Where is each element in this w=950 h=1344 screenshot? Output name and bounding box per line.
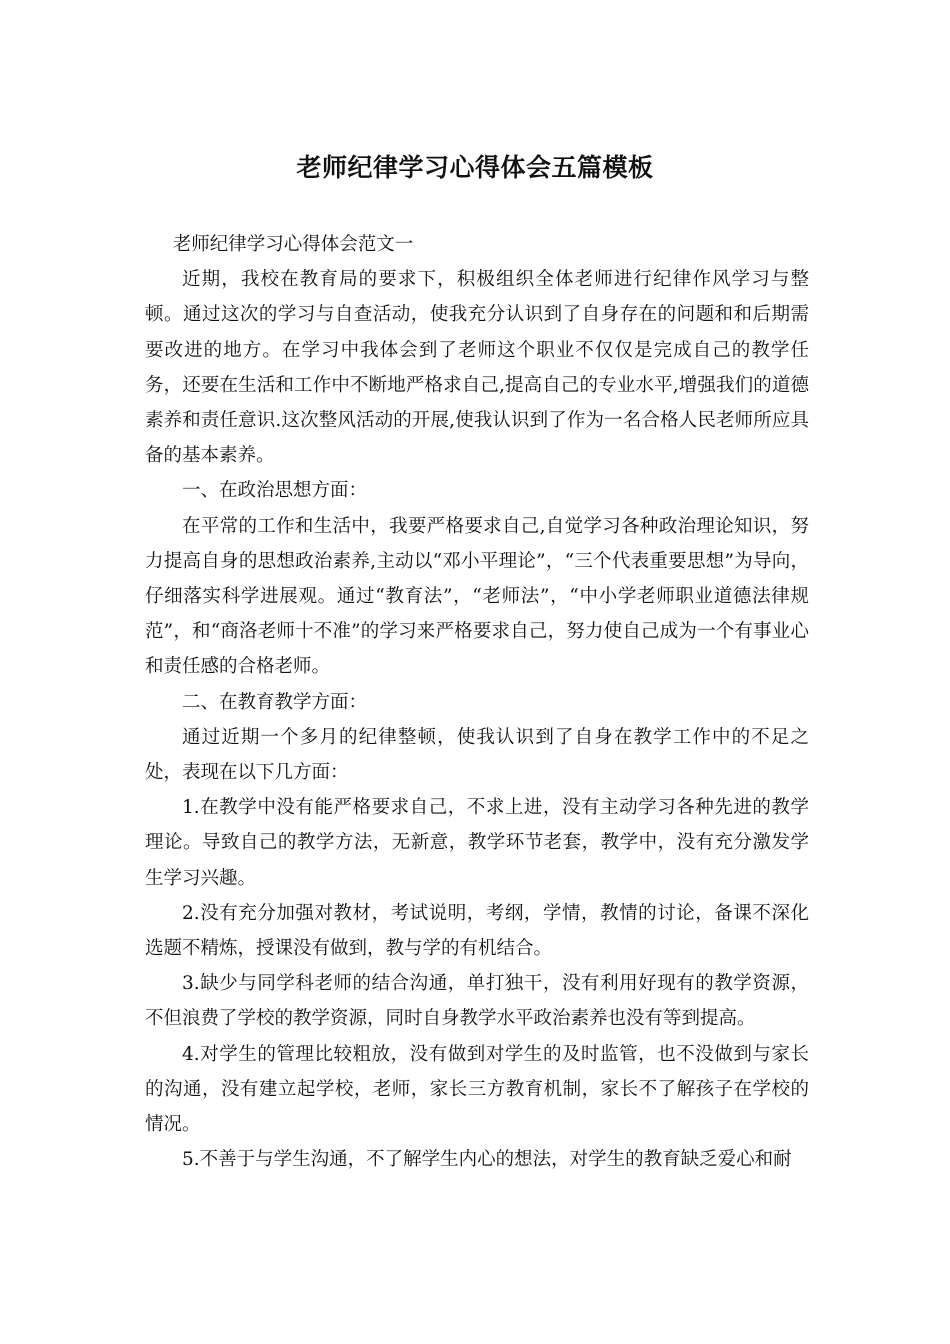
document-body [145,227,809,1177]
section-heading-teaching: 二、在教育教学方面： [182,691,368,713]
list-item-3: 3.缺少与同学科老师的结合沟通，单打独干，没有利用好现有的教学资源，不但浪费了学校的教学资源，同时自身教学水平政治素养也没有等到提高。 [145,973,809,1030]
section-heading-political: 一、在政治思想方面： [182,480,368,502]
paragraph-intro: 近期，我校在教育局的要求下，积极组织全体老师进行纪律作风学习与整顿。通过这次的学习与自查活动，使我充分认识到了自身存在的问题和和后期需要改进的地方。在学习中我体会到了老师这个职业不仅仅是完成自己的教学任务，还要在生活和工作中不断地严格求自己,提高自己的专业水平,增强我们的道德素养和责任意识.这次整风活动的开展,使我认识到了作为一名合格人民老师所应具备的基本素养。 [145,269,809,467]
paragraph-political: 在平常的工作和生活中，我要严格要求自己,自觉学习各种政治理论知识，努力提高自身的思想政治素养,主动以“邓小平理论”，“三个代表重要思想”为导向，仔细落实科学进展观。通过“教育法”，“老师法”，“中小学老师职业道德法律规范”，和“商洛老师十不准”的学习来严格要求自己，努力使自己成为一个有事业心和责任感的合格老师。 [145,515,809,678]
section-heading-sample-one: 老师纪律学习心得体会范文一 [172,234,414,255]
list-item-1: 1.在教学中没有能严格要求自己，不求上进，没有主动学习各种先进的教学理论。导致自己的教学方法，无新意，教学环节老套，教学中，没有充分激发学生学习兴趣。 [145,797,809,889]
list-item-2: 2.没有充分加强对教材，考试说明，考纲，学情，教情的讨论，备课不深化选题不精炼，授课没有做到，教与学的有机结合。 [145,902,809,960]
list-item-5: 5.不善于与学生沟通，不了解学生内心的想法，对学生的教育缺乏爱心和耐 [182,1149,792,1171]
document-title: 老师纪律学习心得体会五篇模板 [296,153,654,182]
list-item-4: 4.对学生的管理比较粗放，没有做到对学生的及时监管，也不没做到与家长的沟通，没有建立起学校，老师，家长三方教育机制，家长不了解孩子在学校的情况。 [145,1043,809,1136]
paragraph-teaching-intro: 通过近期一个多月的纪律整顿，使我认识到了自身在教学工作中的不足之处，表现在以下几方面： [145,726,809,784]
